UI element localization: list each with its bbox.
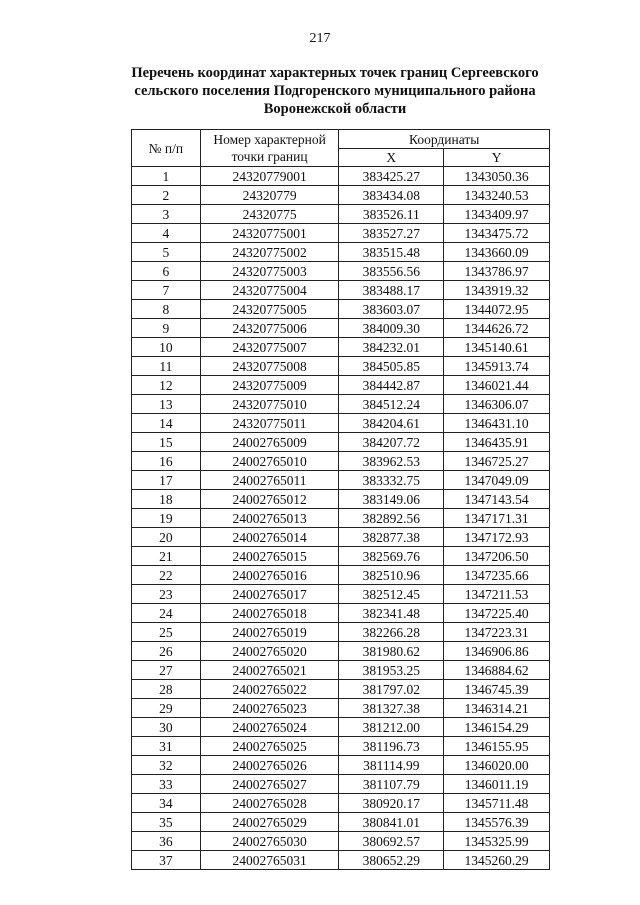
header-point-line: Номер характерной — [213, 132, 326, 147]
cell-x: 383527.27 — [339, 224, 444, 243]
cell-point-id: 24002765012 — [200, 490, 339, 509]
table-row — [132, 528, 550, 547]
cell-x: 382569.76 — [339, 547, 444, 566]
cell-x: 384505.85 — [339, 357, 444, 376]
cell-number: 33 — [132, 775, 201, 794]
cell-x: 383488.17 — [339, 281, 444, 300]
cell-x: 383556.56 — [339, 262, 444, 281]
cell-point-id: 24002765025 — [200, 737, 339, 756]
cell-number: 13 — [132, 395, 201, 414]
table-row — [132, 186, 550, 205]
header-y: Y — [444, 149, 550, 167]
table-row — [132, 224, 550, 243]
cell-x: 383149.06 — [339, 490, 444, 509]
cell-y: 1343786.97 — [444, 262, 550, 281]
table-row — [132, 433, 550, 452]
cell-number: 4 — [132, 224, 201, 243]
cell-point-id: 24002765020 — [200, 642, 339, 661]
cell-number: 27 — [132, 661, 201, 680]
cell-point-id: 24320775 — [200, 205, 339, 224]
cell-x: 384204.61 — [339, 414, 444, 433]
cell-x: 380920.17 — [339, 794, 444, 813]
table-row — [132, 775, 550, 794]
cell-x: 383526.11 — [339, 205, 444, 224]
header-x: X — [339, 149, 444, 167]
cell-x: 383434.08 — [339, 186, 444, 205]
cell-x: 381212.00 — [339, 718, 444, 737]
cell-x: 381114.99 — [339, 756, 444, 775]
cell-point-id: 24002765027 — [200, 775, 339, 794]
cell-number: 25 — [132, 623, 201, 642]
cell-y: 1347225.40 — [444, 604, 550, 623]
table-row — [132, 319, 550, 338]
cell-y: 1345913.74 — [444, 357, 550, 376]
cell-x: 382512.45 — [339, 585, 444, 604]
cell-y: 1346431.10 — [444, 414, 550, 433]
cell-point-id: 24002765023 — [200, 699, 339, 718]
cell-y: 1346306.07 — [444, 395, 550, 414]
cell-point-id: 24002765016 — [200, 566, 339, 585]
cell-number: 32 — [132, 756, 201, 775]
cell-y: 1347143.54 — [444, 490, 550, 509]
cell-y: 1347223.31 — [444, 623, 550, 642]
table-row — [132, 623, 550, 642]
cell-y: 1345576.39 — [444, 813, 550, 832]
table-row — [132, 661, 550, 680]
cell-y: 1345711.48 — [444, 794, 550, 813]
cell-x: 380652.29 — [339, 851, 444, 870]
cell-point-id: 24002765024 — [200, 718, 339, 737]
cell-y: 1347235.66 — [444, 566, 550, 585]
table-row — [132, 205, 550, 224]
table-row — [132, 452, 550, 471]
cell-x: 380692.57 — [339, 832, 444, 851]
cell-number: 36 — [132, 832, 201, 851]
table-row — [132, 813, 550, 832]
cell-y: 1346155.95 — [444, 737, 550, 756]
cell-y: 1347171.31 — [444, 509, 550, 528]
table-row — [132, 243, 550, 262]
cell-point-id: 24002765022 — [200, 680, 339, 699]
cell-number: 23 — [132, 585, 201, 604]
table-row — [132, 832, 550, 851]
cell-y: 1343409.97 — [444, 205, 550, 224]
table-row — [132, 585, 550, 604]
table-row — [132, 395, 550, 414]
cell-x: 382892.56 — [339, 509, 444, 528]
cell-y: 1346725.27 — [444, 452, 550, 471]
table-row — [132, 357, 550, 376]
cell-point-id: 24002765014 — [200, 528, 339, 547]
cell-number: 10 — [132, 338, 201, 357]
table-row — [132, 262, 550, 281]
page-number: 217 — [309, 31, 331, 46]
cell-number: 30 — [132, 718, 201, 737]
cell-x: 382341.48 — [339, 604, 444, 623]
table-row — [132, 547, 550, 566]
cell-point-id: 24002765015 — [200, 547, 339, 566]
cell-y: 1345140.61 — [444, 338, 550, 357]
cell-point-id: 24320775003 — [200, 262, 339, 281]
cell-number: 8 — [132, 300, 201, 319]
table-row — [132, 414, 550, 433]
cell-number: 3 — [132, 205, 201, 224]
cell-number: 21 — [132, 547, 201, 566]
cell-number: 12 — [132, 376, 201, 395]
header-coordinates: Координаты — [339, 130, 550, 149]
cell-x: 383603.07 — [339, 300, 444, 319]
cell-y: 1343240.53 — [444, 186, 550, 205]
cell-point-id: 24320775004 — [200, 281, 339, 300]
cell-point-id: 24320779 — [200, 186, 339, 205]
cell-y: 1347172.93 — [444, 528, 550, 547]
cell-point-id: 24002765028 — [200, 794, 339, 813]
header-point-line: точки границ — [231, 149, 308, 164]
cell-number: 18 — [132, 490, 201, 509]
cell-x: 384009.30 — [339, 319, 444, 338]
cell-number: 14 — [132, 414, 201, 433]
cell-number: 24 — [132, 604, 201, 623]
cell-point-id: 24320775010 — [200, 395, 339, 414]
table-row — [132, 699, 550, 718]
cell-point-id: 24002765019 — [200, 623, 339, 642]
cell-number: 17 — [132, 471, 201, 490]
cell-point-id: 24002765026 — [200, 756, 339, 775]
cell-y: 1346011.19 — [444, 775, 550, 794]
cell-point-id: 24320775001 — [200, 224, 339, 243]
table-row — [132, 642, 550, 661]
table-row — [132, 566, 550, 585]
cell-y: 1347211.53 — [444, 585, 550, 604]
cell-number: 6 — [132, 262, 201, 281]
cell-x: 381797.02 — [339, 680, 444, 699]
cell-x: 381953.25 — [339, 661, 444, 680]
table-body — [132, 167, 550, 870]
cell-point-id: 24320775002 — [200, 243, 339, 262]
cell-y: 1346745.39 — [444, 680, 550, 699]
cell-number: 35 — [132, 813, 201, 832]
cell-x: 383425.27 — [339, 167, 444, 186]
document-title — [120, 64, 550, 118]
cell-y: 1347206.50 — [444, 547, 550, 566]
cell-number: 5 — [132, 243, 201, 262]
cell-number: 19 — [132, 509, 201, 528]
cell-point-id: 24320775006 — [200, 319, 339, 338]
title-line: сельского поселения Подгоренского муниципального района — [134, 83, 536, 99]
table-row — [132, 680, 550, 699]
table-row — [132, 471, 550, 490]
table-row — [132, 756, 550, 775]
cell-x: 384512.24 — [339, 395, 444, 414]
table-row — [132, 604, 550, 623]
cell-point-id: 24002765013 — [200, 509, 339, 528]
cell-point-id: 24320775011 — [200, 414, 339, 433]
cell-x: 380841.01 — [339, 813, 444, 832]
cell-number: 9 — [132, 319, 201, 338]
table-row — [132, 851, 550, 870]
cell-point-id: 24320775008 — [200, 357, 339, 376]
cell-x: 384232.01 — [339, 338, 444, 357]
cell-y: 1345325.99 — [444, 832, 550, 851]
cell-point-id: 24002765011 — [200, 471, 339, 490]
cell-point-id: 24002765009 — [200, 433, 339, 452]
table-row — [132, 509, 550, 528]
cell-number: 7 — [132, 281, 201, 300]
cell-y: 1343475.72 — [444, 224, 550, 243]
cell-point-id: 24320775009 — [200, 376, 339, 395]
cell-number: 26 — [132, 642, 201, 661]
title-line: Перечень координат характерных точек границ Сергеевского — [131, 65, 539, 81]
cell-point-id: 24002765017 — [200, 585, 339, 604]
header-number: № п/п — [132, 130, 201, 167]
cell-number: 15 — [132, 433, 201, 452]
cell-number: 37 — [132, 851, 201, 870]
cell-x: 381327.38 — [339, 699, 444, 718]
cell-x: 382877.38 — [339, 528, 444, 547]
table-row — [132, 376, 550, 395]
cell-y: 1345260.29 — [444, 851, 550, 870]
table-row — [132, 281, 550, 300]
cell-y: 1346884.62 — [444, 661, 550, 680]
table-row — [132, 300, 550, 319]
cell-point-id: 24320779001 — [200, 167, 339, 186]
cell-y: 1344626.72 — [444, 319, 550, 338]
cell-number: 34 — [132, 794, 201, 813]
cell-point-id: 24002765029 — [200, 813, 339, 832]
cell-point-id: 24002765030 — [200, 832, 339, 851]
cell-number: 20 — [132, 528, 201, 547]
cell-y: 1344072.95 — [444, 300, 550, 319]
cell-x: 383962.53 — [339, 452, 444, 471]
cell-y: 1346435.91 — [444, 433, 550, 452]
cell-y: 1346021.44 — [444, 376, 550, 395]
cell-number: 2 — [132, 186, 201, 205]
cell-x: 381980.62 — [339, 642, 444, 661]
cell-point-id: 24002765021 — [200, 661, 339, 680]
cell-y: 1343050.36 — [444, 167, 550, 186]
cell-y: 1346906.86 — [444, 642, 550, 661]
cell-number: 16 — [132, 452, 201, 471]
cell-y: 1343660.09 — [444, 243, 550, 262]
table-row — [132, 718, 550, 737]
cell-point-id: 24320775007 — [200, 338, 339, 357]
cell-x: 384207.72 — [339, 433, 444, 452]
cell-x: 383332.75 — [339, 471, 444, 490]
cell-x: 384442.87 — [339, 376, 444, 395]
cell-point-id: 24002765031 — [200, 851, 339, 870]
table-row — [132, 737, 550, 756]
coordinates-table — [131, 129, 550, 870]
table-row — [132, 794, 550, 813]
table-header — [132, 130, 550, 167]
cell-y: 1346314.21 — [444, 699, 550, 718]
table-row — [132, 167, 550, 186]
cell-number: 11 — [132, 357, 201, 376]
cell-number: 29 — [132, 699, 201, 718]
table-row — [132, 490, 550, 509]
cell-point-id: 24320775005 — [200, 300, 339, 319]
cell-y: 1343919.32 — [444, 281, 550, 300]
title-line: Воронежской области — [263, 101, 407, 117]
cell-x: 382510.96 — [339, 566, 444, 585]
cell-number: 1 — [132, 167, 201, 186]
cell-x: 382266.28 — [339, 623, 444, 642]
cell-y: 1346154.29 — [444, 718, 550, 737]
header-point-id — [200, 130, 339, 167]
cell-number: 28 — [132, 680, 201, 699]
cell-point-id: 24002765010 — [200, 452, 339, 471]
cell-y: 1346020.00 — [444, 756, 550, 775]
cell-x: 383515.48 — [339, 243, 444, 262]
cell-point-id: 24002765018 — [200, 604, 339, 623]
cell-number: 31 — [132, 737, 201, 756]
table-row — [132, 338, 550, 357]
cell-number: 22 — [132, 566, 201, 585]
cell-x: 381107.79 — [339, 775, 444, 794]
cell-y: 1347049.09 — [444, 471, 550, 490]
cell-x: 381196.73 — [339, 737, 444, 756]
